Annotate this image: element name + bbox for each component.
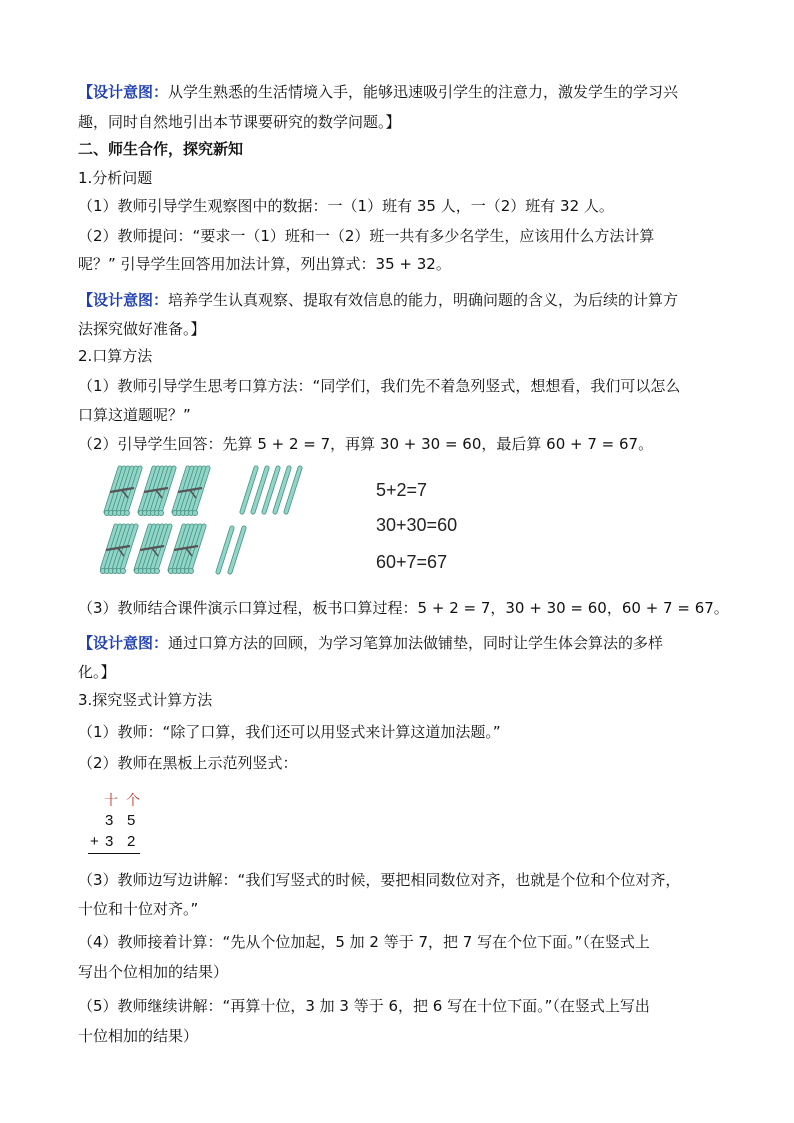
equation-total: 60+7=67	[376, 552, 448, 572]
part3-title: 3.探究竖式计算方法	[78, 691, 213, 709]
part2-item1-line2: 口算这道题呢？”	[78, 406, 191, 424]
design-note-1-line-2: 趣，同时自然地引出本节课要研究的数学问题。】	[78, 113, 401, 131]
stick-bundle-ten	[134, 526, 170, 574]
addend2-tens-digit: 3	[105, 833, 114, 850]
design-note-text: 从学生熟悉的生活情境入手，能够迅速吸引学生的注意力，激发学生的学习兴	[168, 83, 679, 101]
addend2-ones-digit: 2	[127, 833, 136, 850]
part1-title: 1.分析问题	[78, 169, 153, 187]
stick-bundle-ten	[104, 468, 140, 516]
addend1-ones-digit: 5	[127, 812, 136, 829]
sum-underline	[88, 853, 140, 854]
part1-item1: （1）教师引导学生观察图中的数据：一（1）班有 35 人，一（2）班有 32 人。	[78, 197, 614, 215]
design-note-label: 【设计意图：	[78, 291, 169, 309]
design-note-2-line-1	[78, 290, 718, 310]
design-note-label: 【设计意图：	[78, 634, 169, 652]
equation-ones: 5+2=7	[376, 480, 428, 500]
design-note-2-line-2: 法探究做好准备。】	[78, 320, 206, 338]
section-title: 二、师生合作，探究新知	[78, 140, 244, 158]
part2-item3: （3）教师结合课件演示口算过程，板书口算过程：5 + 2 = 7，30 + 30 = 60，60 + 7 = 67。	[78, 599, 729, 617]
part3-item5-line1: （5）教师继续讲解：“再算十位，3 加 3 等于 6，把 6 写在十位下面。”（在竖式上写出	[78, 997, 650, 1015]
design-note-text: 通过口算方法的回顾，为学习笔算加法做铺垫，同时让学生体会算法的多样	[168, 634, 664, 652]
part2-item2: （2）引导学生回答：先算 5 + 2 = 7，再算 30 + 30 = 60，最后算 60 + 7 = 67。	[78, 435, 654, 453]
stick-bundle-ten	[138, 468, 174, 516]
equation-tens: 30+30=60	[376, 515, 458, 535]
plus-sign: +	[90, 833, 99, 850]
part2-title: 2.口算方法	[78, 347, 153, 365]
part3-item4-line2: 写出个位相加的结果）	[78, 963, 229, 981]
part3-item4-line1: （4）教师接着计算：“先从个位加起，5 加 2 等于 7，把 7 写在个位下面。”（在竖式上	[78, 933, 650, 951]
tens-place-label: 十	[104, 793, 118, 809]
vertical-addition	[88, 790, 148, 860]
part3-item3-line1: （3）教师边写边讲解：“我们写竖式的时候，要把相同数位对齐，也就是个位和个位对齐，	[78, 871, 681, 889]
sticks-row-tens-3-ones-5	[104, 468, 300, 516]
part2-item1-line1: （1）教师引导学生思考口算方法：“同学们，我们先不着急列竖式，想想看，我们可以怎么	[78, 377, 681, 395]
design-note-text: 培养学生认真观察、提取有效信息的能力，明确问题的含义，为后续的计算方	[168, 291, 679, 309]
design-note-3-line-2: 化。】	[78, 663, 116, 681]
part1-item2-line1: （2）教师提问：“要求一（1）班和一（2）班一共有多少名学生，应该用什么方法计算	[78, 227, 655, 245]
part3-item1: （1）教师：“除了口算，我们还可以用竖式来计算这道加法题。”	[78, 723, 501, 741]
part3-item3-line2: 十位和十位对齐。”	[78, 900, 199, 918]
stick-bundle-ten	[172, 468, 208, 516]
addend1-tens-digit: 3	[105, 812, 114, 829]
stick-bundle-ten	[100, 526, 136, 574]
stick-bundle-ten	[168, 526, 204, 574]
part3-item2: （2）教师在黑板上示范列竖式：	[78, 754, 298, 772]
design-note-3-line-1	[78, 633, 718, 653]
design-note-1-line-1	[78, 82, 718, 102]
ones-place-label: 个	[126, 793, 140, 809]
part3-item5-line2: 十位相加的结果）	[78, 1027, 199, 1045]
part1-item2-line2: 呢？” 引导学生回答用加法计算，列出算式：35 + 32。	[78, 255, 451, 273]
design-note-label: 【设计意图：	[78, 83, 169, 101]
sticks-row-tens-3-ones-2	[100, 526, 244, 574]
